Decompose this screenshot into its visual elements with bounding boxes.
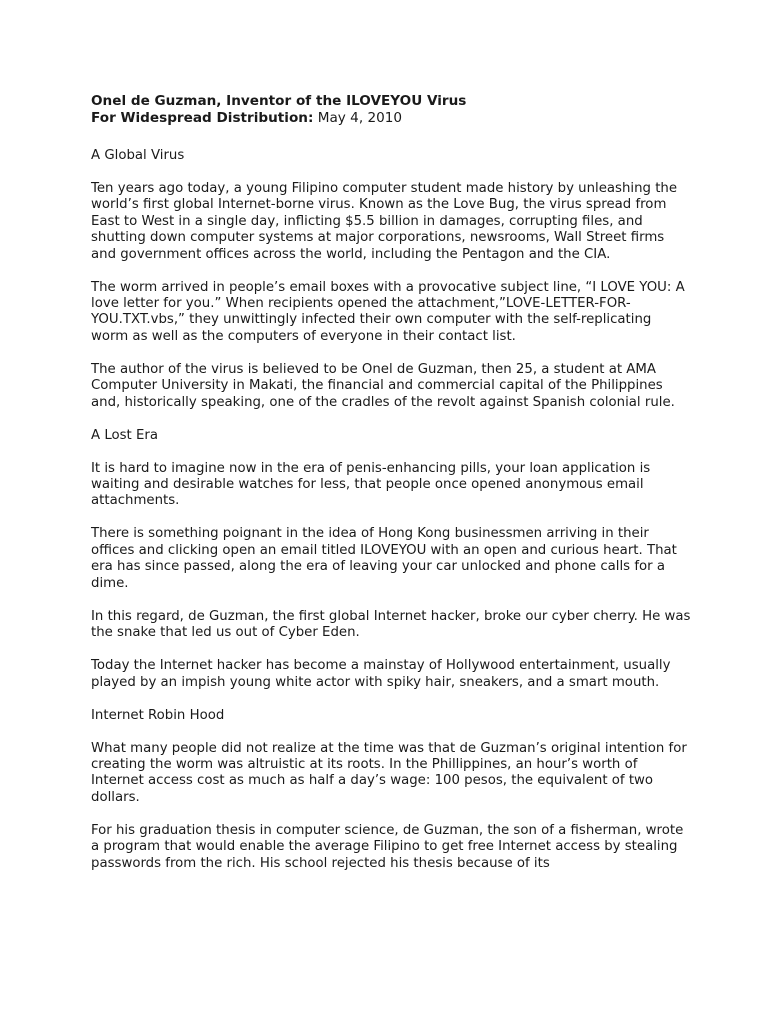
paragraph: The author of the virus is believed to be Onel de Guzman, then 25, a student at AMA Computer University in Makati, the financial and commercial capital of the Philippines and, historically speaking, one of the cradles of the revolt against Spanish colonial rule. <box>91 361 675 410</box>
distribution-date: May 4, 2010 <box>317 110 403 126</box>
paragraph: It is hard to imagine now in the era of penis-enhancing pills, your loan application is waiting and desirable watches for less, that people once opened anonymous email attachments. <box>91 460 651 509</box>
paragraph: Ten years ago today, a young Filipino computer student made history by unleashing the world’s first global Internet-borne virus. Known as the Love Bug, the virus spread from East to West in a single day, inflicting $5.5 billion in damages, corrupting files, and shutting down computer systems at major corporations, newsrooms, Wall Street firms and government offices across the world, including the Pentagon and the CIA. <box>91 181 678 262</box>
document-title-line <box>91 93 691 110</box>
paragraph: For his graduation thesis in computer science, de Guzman, the son of a fisherman, wrote a program that would enable the average Filipino to get free Internet access by stealing passwords from the rich. His school rejected his thesis because of its <box>91 822 684 871</box>
section-heading-robin-hood: Internet Robin Hood <box>91 707 225 723</box>
paragraph: What many people did not realize at the time was that de Guzman’s original intention for creating the worm was altruistic at its roots. In the Phillippines, an hour’s worth of Internet access cost as much as half a day’s wage: 100 pesos, the equivalent of two dollars. <box>91 740 687 805</box>
document-page <box>91 93 691 872</box>
section-heading-global-virus: A Global Virus <box>91 148 185 163</box>
document-title: Onel de Guzman, Inventor of the ILOVEYOU Virus <box>91 93 467 109</box>
section-heading-lost-era: A Lost Era <box>91 427 159 443</box>
paragraph: In this regard, de Guzman, the first global Internet hacker, broke our cyber cherry. He was the snake that led us out of Cyber Eden. <box>91 608 691 641</box>
distribution-label: For Widespread Distribution: <box>91 110 314 126</box>
distribution-line <box>91 110 691 127</box>
paragraph: Today the Internet hacker has become a mainstay of Hollywood entertainment, usually played by an impish young white actor with spiky hair, sneakers, and a smart mouth. <box>91 658 671 690</box>
paragraph: There is something poignant in the idea of Hong Kong businessmen arriving in their offices and clicking open an email titled ILOVEYOU with an open and curious heart. That era has since passed, along the era of leaving your car unlocked and phone calls for a dime. <box>91 526 677 591</box>
paragraph: The worm arrived in people’s email boxes with a provocative subject line, “I LOVE YOU: A love letter for you.” When recipients opened the attachment,”LOVE-LETTER-FOR-YOU.TXT.vbs,” they unwittingly infected their own computer with the self-replicating worm as well as the computers of everyone in their contact list. <box>91 279 685 344</box>
